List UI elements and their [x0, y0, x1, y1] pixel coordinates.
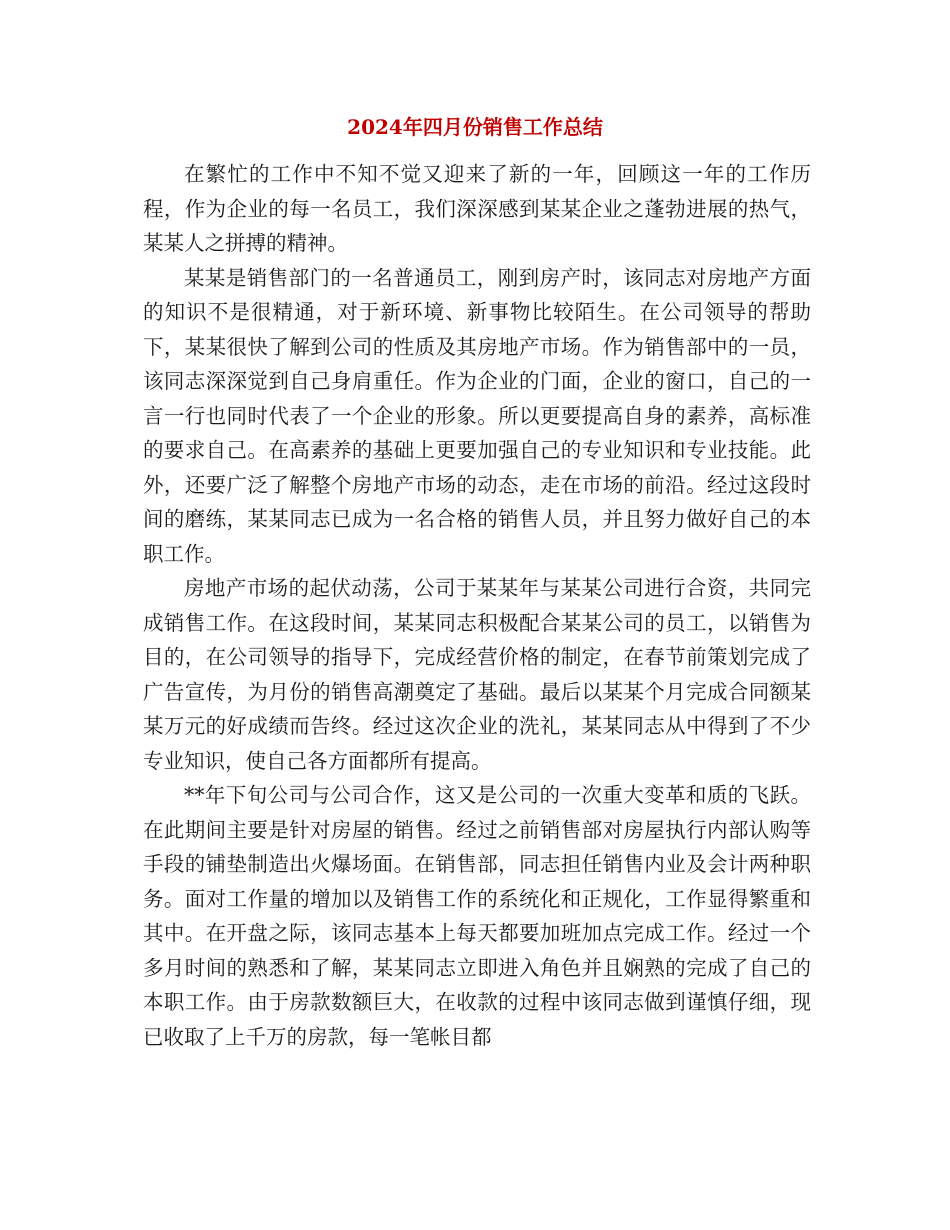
paragraph: 房地产市场的起伏动荡，公司于某某年与某某公司进行合资，共同完成销售工作。在这段时间，某某同志积极配合某某公司的员工，以销售为目的，在公司领导的指导下，完成经营价格的制定，在春节前策划完成了广告宣传，为月份的销售高潮奠定了基础。最后以某某个月完成合同额某某万元的好成绩而告终。经过这次企业的洗礼，某某同志从中得到了不少专业知识，使自己各方面都所有提高。: [143, 576, 811, 773]
paragraph: 某某是销售部门的一名普通员工，刚到房产时，该同志对房地产方面的知识不是很精通，对于新环境、新事物比较陌生。在公司领导的帮助下，某某很快了解到公司的性质及其房地产市场。作为销售部中的一员，该同志深深觉到自己身肩重任。作为企业的门面，企业的窗口，自己的一言一行也同时代表了一个企业的形象。所以更要提高自身的素养，高标准的要求自己。在高素养的基础上更要加强自己的专业知识和专业技能。此外，还要广泛了解整个房地产市场的动态，走在市场的前沿。经过这段时间的磨练，某某同志已成为一名合格的销售人员，并且努力做好自己的本职工作。: [143, 265, 811, 566]
paragraph: 在繁忙的工作中不知不觉又迎来了新的一年，回顾这一年的工作历程，作为企业的每一名员工，我们深深感到某某企业之蓬勃进展的热气，某某人之拼搏的精神。: [143, 162, 811, 255]
document-body: [143, 157, 811, 1054]
document-title: 2024年四月份销售工作总结: [347, 115, 603, 139]
paragraph: **年下旬公司与公司合作，这又是公司的一次重大变革和质的飞跃。在此期间主要是针对房屋的销售。经过之前销售部对房屋执行内部认购等手段的铺垫制造出火爆场面。在销售部，同志担任销售内业及会计两种职务。面对工作量的增加以及销售工作的系统化和正规化，工作显得繁重和其中。在开盘之际，该同志基本上每天都要加班加点完成工作。经过一个多月时间的熟悉和了解，某某同志立即进入角色并且娴熟的完成了自己的本职工作。由于房款数额巨大，在收款的过程中该同志做到谨慎仔细，现已收取了上千万的房款，每一笔帐目都: [143, 783, 811, 1049]
